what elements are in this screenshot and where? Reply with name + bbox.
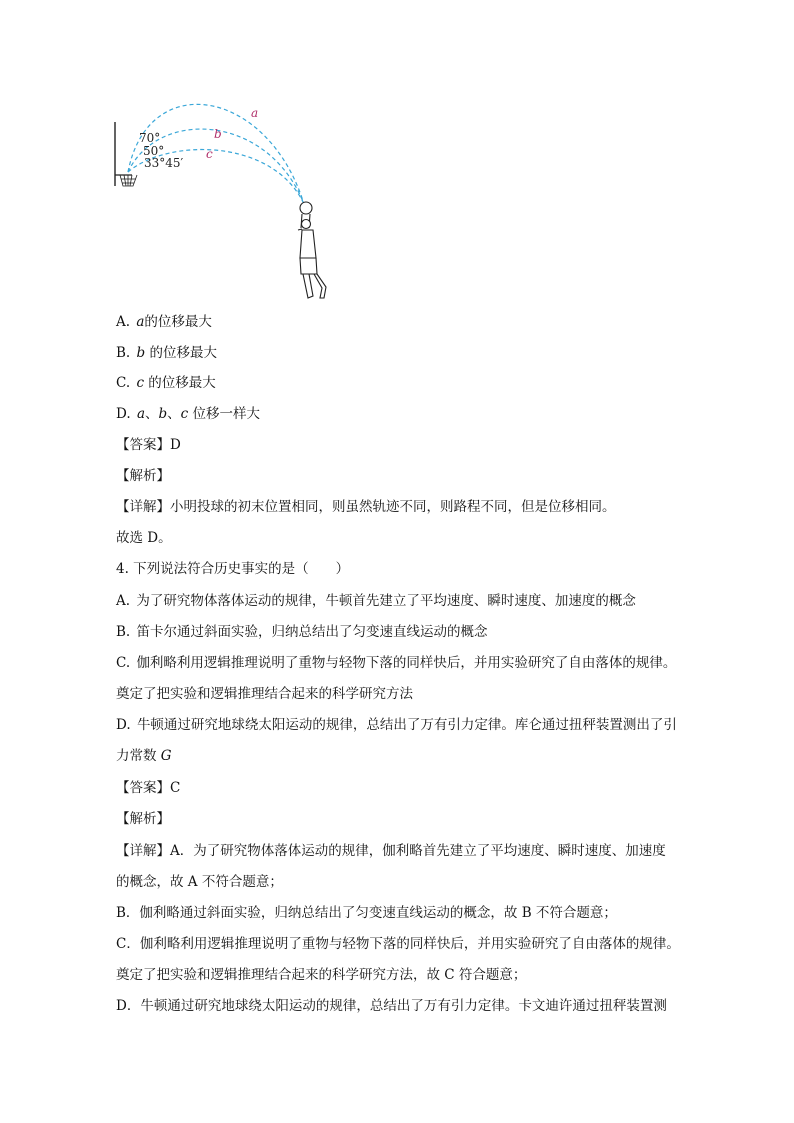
option-text: 位移一样大 xyxy=(192,406,261,422)
q4-option-a xyxy=(116,592,636,610)
option-text-line-1: 牛顿通过研究地球绕太阳运动的规律，总结出了万有引力定律。库仑通过扭秤装置测出了引 xyxy=(136,717,677,733)
option-var: b xyxy=(136,345,146,361)
q4-option-b xyxy=(116,623,488,641)
answer-value: D xyxy=(170,437,181,453)
q3-detail xyxy=(116,498,616,516)
trajectory-label-b: b xyxy=(214,127,222,141)
option-text-line-2: 力常数 xyxy=(116,748,157,764)
option-label: C. xyxy=(116,655,131,671)
option-var: c xyxy=(136,375,144,391)
q4-detail-line-3 xyxy=(116,904,617,922)
q3-option-b xyxy=(116,344,217,362)
q4-detail-line-6 xyxy=(116,997,667,1015)
conclusion-text: 故选 D。 xyxy=(116,530,172,546)
trajectory-diagram xyxy=(108,98,338,308)
detail-text: 小明投球的初末位置相同，则虽然轨迹不同，则路程不同，但是位移相同。 xyxy=(170,499,616,515)
q4-option-c xyxy=(116,654,676,672)
question-stem: 4. 下列说法符合历史事实的是（ ） xyxy=(116,561,350,577)
basketball-trajectory-figure xyxy=(108,98,338,308)
q3-option-d xyxy=(116,405,260,423)
analysis-tag: 【解析】 xyxy=(116,811,170,827)
q4-detail-line-4 xyxy=(116,935,680,953)
detail-text: D．牛顿通过研究地球绕太阳运动的规律，总结出了万有引力定律。卡文迪许通过扭秤装置测 xyxy=(116,998,667,1014)
option-var: a xyxy=(136,314,145,330)
option-text: 笛卡尔通过斜面实验，归纳总结出了匀变速直线运动的概念 xyxy=(136,624,488,640)
q4-option-d xyxy=(116,716,677,734)
option-label: B. xyxy=(116,624,131,640)
separator: 、 xyxy=(145,406,159,422)
option-label: B. xyxy=(116,345,131,361)
q4-detail-line-1 xyxy=(116,842,666,860)
answer-tag: 【答案】 xyxy=(116,437,170,453)
option-label: C. xyxy=(116,375,131,391)
q4-stem xyxy=(116,560,349,578)
q3-analysis-heading xyxy=(116,467,170,485)
basket-net-icon xyxy=(120,175,137,186)
detail-text: C．伽利略利用逻辑推理说明了重物与轻物下落的同样快后，并用实验研究了自由落体的规律。 xyxy=(116,936,680,952)
option-text: 的位移最大 xyxy=(149,345,217,361)
trajectory-label-c: c xyxy=(206,147,213,161)
trajectory-label-a: a xyxy=(251,106,259,120)
q3-option-a xyxy=(116,313,212,331)
answer-tag: 【答案】 xyxy=(116,780,170,796)
analysis-tag: 【解析】 xyxy=(116,468,170,484)
detail-text: 的概念，故 A 不符合题意； xyxy=(116,874,283,890)
option-label: A. xyxy=(116,314,131,330)
angle-label-3345: 33°45′ xyxy=(144,156,184,170)
option-text: 的位移最大 xyxy=(148,375,216,391)
option-label: D. xyxy=(116,406,131,422)
q4-analysis-heading xyxy=(116,810,170,828)
q4-detail-line-5 xyxy=(116,966,526,984)
separator: 、 xyxy=(167,406,181,422)
detail-tag: 【详解】 xyxy=(116,499,170,515)
q4-detail-line-2 xyxy=(116,873,283,891)
option-var: G xyxy=(160,748,172,764)
option-var: c xyxy=(180,406,189,422)
answer-value: C xyxy=(170,780,181,796)
q4-option-d-cont xyxy=(116,747,172,765)
q3-answer xyxy=(116,436,181,454)
option-text: 为了研究物体落体运动的规律，牛顿首先建立了平均速度、瞬时速度、加速度的概念 xyxy=(136,593,636,609)
basketball-player-icon xyxy=(298,202,326,298)
option-label: A. xyxy=(116,593,131,609)
detail-text: A．为了研究物体落体运动的规律，伽利略首先建立了平均速度、瞬时速度、加速度 xyxy=(170,843,666,859)
angle-label-50: 50° xyxy=(143,144,165,158)
q4-answer xyxy=(116,779,180,797)
option-label: D. xyxy=(116,717,131,733)
detail-text: 奠定了把实验和逻辑推理结合起来的科学研究方法，故 C 符合题意； xyxy=(116,967,527,983)
option-var: a xyxy=(136,406,145,422)
detail-tag: 【详解】 xyxy=(116,843,170,859)
q3-option-c xyxy=(116,374,216,392)
option-text-line-2: 奠定了把实验和逻辑推理结合起来的科学研究方法 xyxy=(116,686,413,702)
angle-label-70: 70° xyxy=(139,131,161,145)
q3-conclusion xyxy=(116,529,172,547)
detail-text: B．伽利略通过斜面实验，归纳总结出了匀变速直线运动的概念，故 B 不符合题意； xyxy=(116,905,617,921)
option-var: b xyxy=(158,406,168,422)
option-text-line-1: 伽利略利用逻辑推理说明了重物与轻物下落的同样快后，并用实验研究了自由落体的规律。 xyxy=(136,655,677,671)
option-text: 的位移最大 xyxy=(144,314,212,330)
q4-option-c-cont xyxy=(116,685,413,703)
